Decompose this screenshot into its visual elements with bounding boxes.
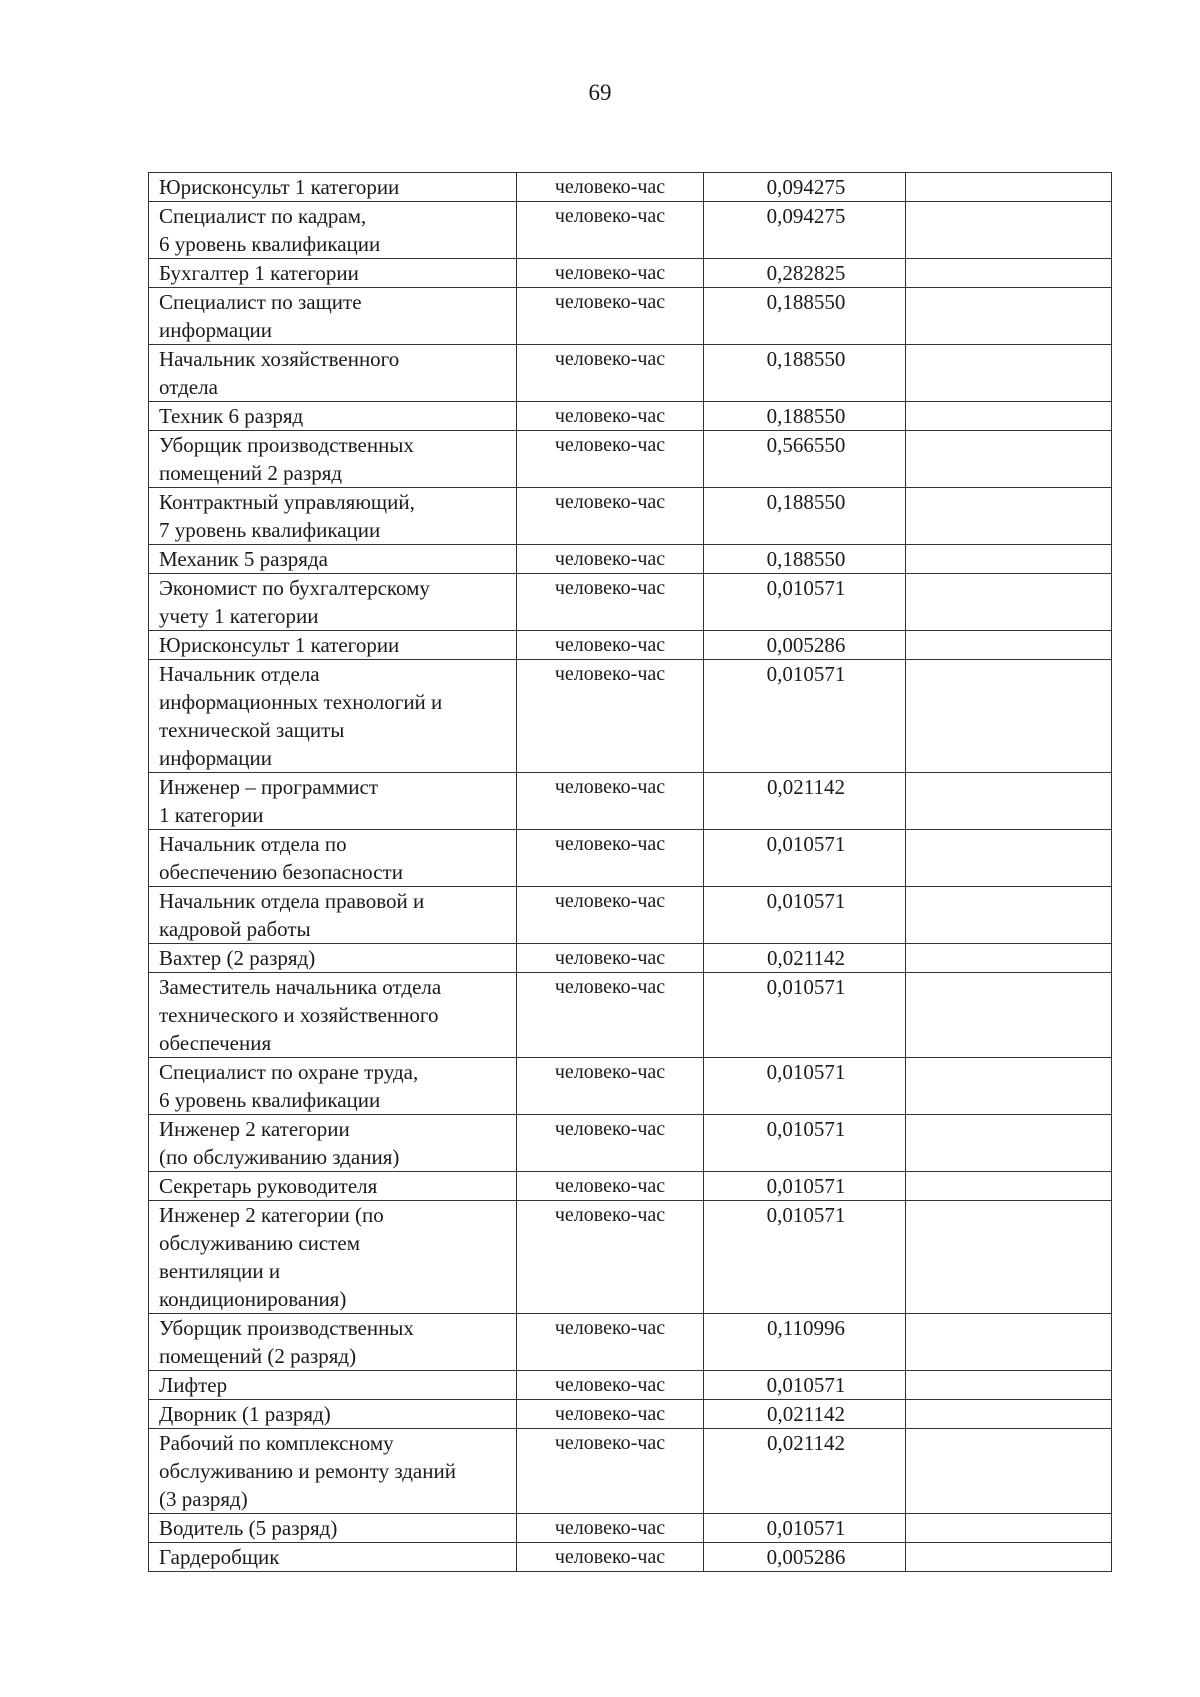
position-cell: Экономист по бухгалтерскому учету 1 категории [149,574,517,631]
position-cell: Уборщик производственных помещений (2 разряд) [149,1314,517,1371]
value-cell: 0,010571 [704,1058,906,1115]
value-cell: 0,188550 [704,288,906,345]
table-row [149,973,1112,1058]
position-cell: Контрактный управляющий, 7 уровень квалификации [149,488,517,545]
unit-cell: человеко-час [517,431,704,488]
position-cell: Рабочий по комплексному обслуживанию и ремонту зданий (3 разряд) [149,1429,517,1514]
table-row [149,431,1112,488]
table-row [149,545,1112,574]
value-cell: 0,094275 [704,173,906,202]
position-cell: Техник 6 разряд [149,402,517,431]
table-row [149,887,1112,944]
position-cell: Специалист по охране труда, 6 уровень квалификации [149,1058,517,1115]
value-cell: 0,021142 [704,1429,906,1514]
note-cell [906,830,1112,887]
position-cell: Заместитель начальника отдела технического и хозяйственного обеспечения [149,973,517,1058]
note-cell [906,660,1112,773]
note-cell [906,1429,1112,1514]
value-cell: 0,282825 [704,259,906,288]
value-cell: 0,010571 [704,973,906,1058]
note-cell [906,1514,1112,1543]
table-row [149,1429,1112,1514]
position-cell: Механик 5 разряда [149,545,517,574]
value-cell: 0,005286 [704,631,906,660]
note-cell [906,402,1112,431]
unit-cell: человеко-час [517,660,704,773]
note-cell [906,1115,1112,1172]
value-cell: 0,010571 [704,660,906,773]
note-cell [906,288,1112,345]
position-cell: Специалист по кадрам, 6 уровень квалификации [149,202,517,259]
note-cell [906,1371,1112,1400]
unit-cell: человеко-час [517,887,704,944]
note-cell [906,1058,1112,1115]
unit-cell: человеко-час [517,773,704,830]
table-row [149,1201,1112,1314]
position-cell: Специалист по защите информации [149,288,517,345]
note-cell [906,1543,1112,1572]
table-row [149,202,1112,259]
note-cell [906,944,1112,973]
table-row [149,1400,1112,1429]
table-row [149,1172,1112,1201]
note-cell [906,202,1112,259]
table-row [149,830,1112,887]
note-cell [906,488,1112,545]
unit-cell: человеко-час [517,288,704,345]
staff-norms-table [148,172,1112,1572]
position-cell: Гардеробщик [149,1543,517,1572]
unit-cell: человеко-час [517,1058,704,1115]
table-row [149,574,1112,631]
note-cell [906,631,1112,660]
position-cell: Вахтер (2 разряд) [149,944,517,973]
table-row [149,173,1112,202]
note-cell [906,545,1112,574]
unit-cell: человеко-час [517,1115,704,1172]
position-cell: Водитель (5 разряд) [149,1514,517,1543]
unit-cell: человеко-час [517,259,704,288]
value-cell: 0,010571 [704,887,906,944]
table-row [149,402,1112,431]
value-cell: 0,021142 [704,773,906,830]
note-cell [906,431,1112,488]
unit-cell: человеко-час [517,1314,704,1371]
unit-cell: человеко-час [517,574,704,631]
table-row [149,288,1112,345]
unit-cell: человеко-час [517,1543,704,1572]
value-cell: 0,010571 [704,574,906,631]
table-row [149,944,1112,973]
unit-cell: человеко-час [517,830,704,887]
value-cell: 0,021142 [704,1400,906,1429]
value-cell: 0,010571 [704,830,906,887]
position-cell: Юрисконсульт 1 категории [149,631,517,660]
position-cell: Начальник отдела правовой и кадровой работы [149,887,517,944]
value-cell: 0,010571 [704,1371,906,1400]
unit-cell: человеко-час [517,1201,704,1314]
note-cell [906,973,1112,1058]
position-cell: Начальник хозяйственного отдела [149,345,517,402]
value-cell: 0,110996 [704,1314,906,1371]
position-cell: Секретарь руководителя [149,1172,517,1201]
note-cell [906,259,1112,288]
value-cell: 0,188550 [704,345,906,402]
note-cell [906,1172,1112,1201]
unit-cell: человеко-час [517,545,704,574]
table-row [149,1371,1112,1400]
table-row [149,1058,1112,1115]
value-cell: 0,094275 [704,202,906,259]
position-cell: Инженер 2 категории (по обслуживанию здания) [149,1115,517,1172]
note-cell [906,173,1112,202]
value-cell: 0,010571 [704,1115,906,1172]
position-cell: Уборщик производственных помещений 2 разряд [149,431,517,488]
note-cell [906,773,1112,830]
table-row [149,345,1112,402]
unit-cell: человеко-час [517,1172,704,1201]
unit-cell: человеко-час [517,402,704,431]
unit-cell: человеко-час [517,631,704,660]
table-row [149,1543,1112,1572]
value-cell: 0,010571 [704,1514,906,1543]
value-cell: 0,566550 [704,431,906,488]
position-cell: Инженер 2 категории (по обслуживанию систем вентиляции и кондиционирования) [149,1201,517,1314]
table-row [149,660,1112,773]
value-cell: 0,188550 [704,402,906,431]
table-row [149,1314,1112,1371]
note-cell [906,1314,1112,1371]
unit-cell: человеко-час [517,345,704,402]
position-cell: Начальник отдела по обеспечению безопасности [149,830,517,887]
position-cell: Лифтер [149,1371,517,1400]
position-cell: Юрисконсульт 1 категории [149,173,517,202]
value-cell: 0,005286 [704,1543,906,1572]
position-cell: Бухгалтер 1 категории [149,259,517,288]
table-row [149,1115,1112,1172]
value-cell: 0,188550 [704,545,906,574]
value-cell: 0,010571 [704,1201,906,1314]
unit-cell: человеко-час [517,973,704,1058]
table-row [149,488,1112,545]
value-cell: 0,188550 [704,488,906,545]
position-cell: Начальник отдела информационных технологий и технической защиты информации [149,660,517,773]
table-row [149,259,1112,288]
note-cell [906,1201,1112,1314]
note-cell [906,345,1112,402]
unit-cell: человеко-час [517,1514,704,1543]
table-body [149,173,1112,1572]
table-row [149,1514,1112,1543]
unit-cell: человеко-час [517,1400,704,1429]
value-cell: 0,021142 [704,944,906,973]
position-cell: Инженер – программист 1 категории [149,773,517,830]
page-number: 69 [588,80,612,105]
table-row [149,773,1112,830]
table-row [149,631,1112,660]
position-cell: Дворник (1 разряд) [149,1400,517,1429]
unit-cell: человеко-час [517,1371,704,1400]
unit-cell: человеко-час [517,944,704,973]
note-cell [906,887,1112,944]
note-cell [906,1400,1112,1429]
value-cell: 0,010571 [704,1172,906,1201]
note-cell [906,574,1112,631]
unit-cell: человеко-час [517,202,704,259]
unit-cell: человеко-час [517,173,704,202]
unit-cell: человеко-час [517,1429,704,1514]
unit-cell: человеко-час [517,488,704,545]
